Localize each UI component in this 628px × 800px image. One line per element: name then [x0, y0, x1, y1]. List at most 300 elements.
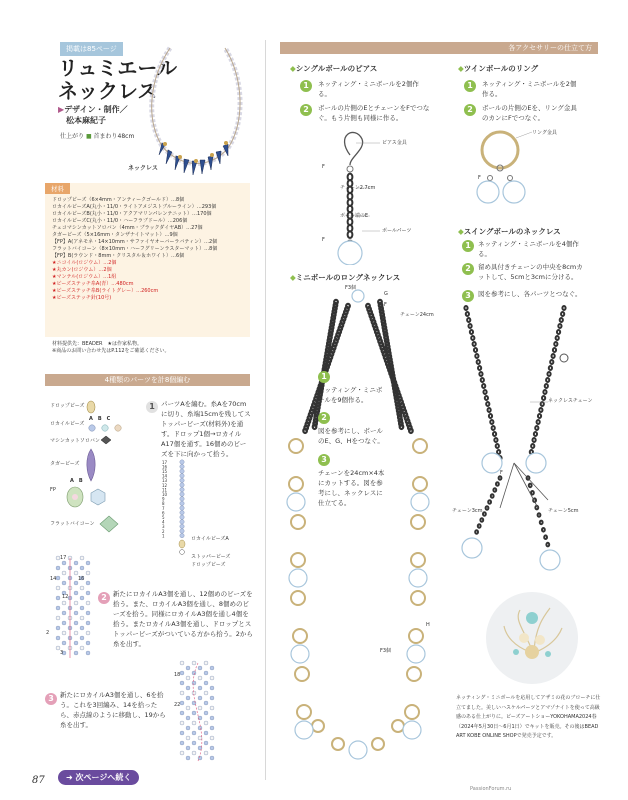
material-item: ロカイルビーズA(丸小・11/0・ライトアメジストブルーライン）…293個	[52, 204, 217, 210]
long-label-h: H	[426, 622, 430, 628]
net-bead	[204, 701, 208, 705]
single-step-1-number: 1	[300, 80, 312, 92]
chain-link	[470, 330, 473, 334]
soroban-bead-icon	[100, 435, 112, 445]
rocaille-bead	[180, 497, 184, 501]
net-bead	[204, 731, 208, 735]
jump-ring	[411, 515, 425, 529]
net-bead	[180, 751, 184, 755]
net-bead	[62, 621, 66, 625]
chain-link	[471, 336, 474, 340]
chain-link	[542, 528, 545, 532]
chain-link	[537, 420, 540, 424]
swing-label-chain: ネックレスチェーン	[548, 398, 593, 404]
net-bead	[74, 611, 78, 615]
jump-ring	[372, 738, 384, 750]
long-step-2: 図を参考にし、ボールのE、G、Hをつなぐ。	[318, 427, 384, 445]
rocaille-bead	[180, 510, 184, 514]
long-title-text: ミニボールのロングネックレス	[295, 273, 401, 282]
stopper-bead	[180, 550, 185, 555]
jump-ring	[411, 591, 425, 605]
net-bead	[186, 716, 190, 720]
rocaille-bead	[180, 487, 184, 491]
twin-ring-diagram	[470, 126, 580, 216]
triangle-icon: ▶	[58, 105, 65, 114]
net-bead	[86, 641, 90, 645]
net-bead	[86, 561, 90, 565]
net-bead	[186, 676, 190, 680]
net-bead	[56, 636, 60, 640]
next-page-label: 次ページへ続く	[75, 773, 132, 782]
net-bead	[80, 566, 84, 570]
jump-ring	[312, 720, 324, 732]
ball-part	[295, 721, 313, 739]
net-bead	[80, 606, 84, 610]
chain-link	[561, 312, 564, 316]
net-bead	[62, 571, 66, 575]
chain-link	[538, 414, 541, 418]
bead-number: 13	[162, 478, 168, 484]
arrow-right-icon: ➜	[66, 773, 76, 782]
net-bead	[180, 661, 184, 665]
credit-label: デザイン・制作／	[64, 105, 128, 114]
net-bead	[86, 631, 90, 635]
net-bead	[210, 726, 214, 730]
chain-link	[475, 354, 478, 358]
net-bead	[192, 661, 196, 665]
bead-number: 15	[162, 469, 168, 474]
swing-step-2: 留め具付きチェーンの中央を8cmカットして、5cmと3cmに分ける。	[478, 263, 583, 281]
step1-bead-column	[160, 458, 200, 558]
net-bead	[56, 616, 60, 620]
drop-bead	[179, 540, 185, 548]
net-bead	[210, 676, 214, 680]
jump-ring	[297, 705, 311, 719]
single-label-chain: チェーン2.7cm	[340, 185, 376, 191]
long-label-g: G	[384, 291, 388, 297]
materials-list	[52, 197, 248, 302]
chain-link	[554, 342, 557, 346]
material-item: ロカイルビーズB(丸小・11/0・アクアマリンパレンテニット）…170個	[52, 211, 212, 217]
jump-ring	[392, 720, 404, 732]
bead-number: 3	[162, 524, 165, 530]
material-item: ドロップビーズ（6×4mm・アンティークゴールド）…8個	[52, 197, 185, 203]
net-bead	[204, 691, 208, 695]
swing-title: ◆スイングボールのネックレス	[458, 227, 561, 236]
chain-link	[490, 420, 493, 424]
twin-step-2: ボールの片側のEを、リング金具のカンにFでつなぐ。	[482, 104, 577, 122]
rocaille-bead	[180, 506, 184, 510]
chain-link	[482, 384, 485, 388]
net-bead	[56, 606, 60, 610]
long-label-chain: チェーン24cm	[400, 312, 434, 318]
jump-ring	[411, 553, 425, 567]
bead-number: 10	[162, 492, 168, 497]
net-bead	[186, 696, 190, 700]
diag-num: 22	[174, 702, 181, 708]
material-item-own: ★丸カン(ロジウム）…2個	[52, 267, 112, 273]
chain-link	[534, 432, 537, 436]
chain-link	[483, 512, 486, 516]
swing-step-3: 図を参考にし、各パーツとつなぐ。	[478, 290, 582, 298]
chain-link	[474, 348, 477, 352]
legend-bicone: フラットバイコーン	[50, 521, 95, 527]
twin-step-1: ネッティング・ミニボールを2個作る。	[482, 80, 577, 98]
materials-heading: 材料	[45, 183, 70, 194]
parts-step-3: 新たにロカイルA3個を通し、6を拾う。これを3回編み、14を拾ったら、赤点線のように移動し、19から糸を出す。	[60, 691, 166, 729]
swing-f: F	[500, 470, 503, 476]
jump-ring	[295, 667, 309, 681]
chain-link	[541, 402, 544, 406]
net-bead	[186, 746, 190, 750]
ball-part	[462, 538, 482, 558]
legend-soroban: マシンカットソロバン	[50, 438, 100, 444]
jump-ring	[289, 439, 303, 453]
brooch-photo	[484, 590, 580, 686]
legend-fp-ab: A B	[70, 478, 83, 484]
legend-abc: A B C	[89, 416, 111, 422]
net-bead	[186, 756, 190, 760]
net-bead	[186, 706, 190, 710]
jump-ring	[289, 477, 303, 491]
legend-rocaille: ロカイルビーズ	[50, 421, 85, 427]
step-number-1: 1	[146, 401, 158, 413]
assembly-section-bar: 各アクセサリーの仕立て方	[280, 42, 598, 54]
rocaille-bead	[180, 533, 184, 537]
net-bead	[192, 741, 196, 745]
bullet-icon: ■	[85, 133, 92, 140]
ball-part	[482, 453, 502, 473]
net-bead	[210, 666, 214, 670]
chain-link	[549, 366, 552, 370]
parts-section-bar: 4種類のパーツを計8個編む	[45, 374, 250, 386]
chain-link	[478, 524, 481, 528]
diag-num: 12	[62, 594, 69, 600]
note-contact: ※商品のお問い合わせ先はP.112をご確認ください。	[52, 348, 170, 354]
diag-num: 2	[46, 630, 50, 636]
chain-link	[531, 444, 534, 448]
jump-ring	[291, 591, 305, 605]
bead-number: 11	[162, 487, 168, 493]
diag-num: 18	[174, 672, 181, 678]
net-bead	[186, 686, 190, 690]
net-bead	[74, 651, 78, 655]
chain-link	[409, 429, 413, 433]
bead-number: 1	[162, 533, 165, 539]
chain-link	[467, 318, 470, 322]
single-label-e: ボール端のE	[340, 213, 369, 219]
chain-link	[557, 330, 560, 334]
net-bead	[74, 601, 78, 605]
swing-step-1: ネッティング・ミニボールを4個作る。	[478, 240, 579, 258]
single-f-top: F	[322, 164, 325, 170]
single-f-bottom: F	[322, 237, 325, 243]
net-bead	[74, 591, 78, 595]
parts-step-2: 新たにロカイルA3個を通し、12個めのビーズを拾う。また、ロカイルA3個を通し、8個めのビーズを拾う。同様にロカイルA3個を通し4個を拾う。またロカイルA3個を通し、ドロップとストッパービーズがついている方から拾う。2から糸を出す。	[113, 590, 253, 648]
material-item: ロカイルビーズC(丸小・11/0・ハーフラブドール）…206個	[52, 218, 188, 224]
bead-number: 6	[162, 510, 165, 516]
chain-link	[535, 426, 538, 430]
diag-num: 17	[60, 555, 67, 561]
net-bead	[80, 586, 84, 590]
chain-link	[562, 306, 565, 310]
swing-label-3cm: チェーン3cm	[452, 508, 483, 514]
chain-link	[542, 396, 545, 400]
swing-necklace-diagram	[452, 298, 592, 588]
credit-name: 松本麻紀子	[66, 116, 106, 125]
watermark: PassionForum.ru	[470, 786, 512, 792]
net-bead	[210, 756, 214, 760]
net-bead	[80, 616, 84, 620]
drop-bead-icon	[86, 400, 96, 414]
chain-link	[546, 543, 549, 547]
rocaille-bead	[180, 524, 184, 528]
twin-title-text: ツインボールのリング	[463, 64, 539, 73]
clasp-ring	[560, 354, 568, 362]
chain-link	[560, 318, 563, 322]
net-bead	[198, 676, 202, 680]
rocaille-bead	[180, 529, 184, 533]
net-bead	[74, 621, 78, 625]
chain-link	[489, 414, 492, 418]
material-item: フラットバイコーン（8×10mm・ハーフグリーンラスターマット）…8個	[52, 246, 218, 252]
single-title: ◆シングルボールのピアス	[290, 64, 378, 73]
net-bead	[204, 671, 208, 675]
chain-link	[558, 324, 561, 328]
net-bead	[180, 671, 184, 675]
swing-step-1-number: 1	[462, 240, 474, 252]
bead-number: 4	[162, 519, 165, 525]
ball-part	[403, 721, 421, 739]
chain-link	[529, 484, 532, 488]
material-item: 【FP】A(アネモネ・14×10mm・サファイヤオーバーラバティン）…2個	[52, 239, 218, 245]
net-bead	[210, 686, 214, 690]
bead-number: 5	[162, 515, 165, 520]
net-bead	[210, 746, 214, 750]
single-label-hook: ピアス金具	[382, 140, 407, 146]
rocaille-bead	[180, 464, 184, 468]
chain-link	[496, 482, 499, 486]
swing-label-5cm: チェーン5cm	[548, 508, 579, 514]
chain-link	[550, 360, 553, 364]
ball-part	[540, 550, 560, 570]
net-bead	[210, 716, 214, 720]
material-item: タガービーズ（5×16mm・タンザナイトマット）…9個	[52, 232, 178, 238]
chain-link	[546, 378, 549, 382]
net-bead	[80, 556, 84, 560]
necklace-photo	[140, 38, 252, 178]
net-bead	[204, 721, 208, 725]
net-bead	[74, 561, 78, 565]
jump-ring	[405, 705, 419, 719]
twin-step-2-number: 2	[464, 104, 476, 116]
net-bead	[86, 571, 90, 575]
net-bead	[210, 706, 214, 710]
long-step-1: ネッティング・ミニボールを9個作る。	[318, 386, 383, 404]
step-number-3: 3	[45, 693, 57, 705]
long-title: ◆ミニボールのロングネックレス	[290, 273, 401, 282]
twin-label-ring: リング金具	[532, 130, 557, 136]
net-bead	[74, 571, 78, 575]
net-bead	[56, 586, 60, 590]
rocaille-bead	[180, 483, 184, 487]
materials-note	[52, 341, 170, 355]
swing-step-2-number: 2	[462, 263, 474, 275]
jump-ring	[413, 439, 427, 453]
finished-size	[60, 132, 134, 141]
legend-dagger: タガービーズ	[50, 461, 80, 467]
ball-part	[407, 645, 425, 663]
bead-number: 2	[162, 528, 165, 534]
net-bead	[86, 651, 90, 655]
diag-num: 16	[78, 576, 85, 582]
note-supplier: 材料提供先：BEADER ★は作家私物。	[52, 341, 142, 347]
legend-drop: ドロップビーズ	[50, 403, 85, 409]
net-bead	[180, 691, 184, 695]
ball-part	[409, 569, 427, 587]
chain-link	[553, 348, 556, 352]
step1-label-drop: ドロップビーズ	[191, 562, 226, 568]
bead-number: 16	[162, 464, 168, 470]
material-item-own: ★ニコイル(ロジウム）…2個	[52, 260, 117, 266]
long-necklace-diagram	[278, 286, 438, 766]
long-label-f: F	[384, 302, 387, 308]
title-line1: リュミエール	[58, 56, 177, 80]
jump-ring	[291, 515, 305, 529]
bead-number: 12	[162, 482, 168, 488]
chain-link	[544, 535, 547, 539]
flat-bicone-icon	[98, 515, 120, 533]
chain-link	[547, 372, 550, 376]
chain-link	[480, 518, 483, 522]
step1-label-rocaille: ロカイルビーズA	[191, 536, 229, 542]
legend-fp: FP	[50, 487, 56, 493]
net-bead	[80, 636, 84, 640]
net-bead	[86, 601, 90, 605]
net-bead	[186, 736, 190, 740]
material-item-own: ★ビーズステッチ糸A(青）…480cm	[52, 281, 134, 287]
chain-link	[473, 342, 476, 346]
net-bead	[180, 721, 184, 725]
single-pierce-diagram	[310, 125, 430, 265]
chain-link	[531, 491, 534, 495]
chain-link	[539, 408, 542, 412]
rocaille-bead	[180, 460, 184, 464]
net-bead	[192, 751, 196, 755]
net-bead	[86, 591, 90, 595]
chain-link	[488, 408, 491, 412]
chain-link	[464, 306, 467, 310]
net-bead	[80, 596, 84, 600]
net-bead	[186, 726, 190, 730]
net-bead	[204, 711, 208, 715]
net-bead	[62, 611, 66, 615]
material-item-own: ★ビーズステッチ針(10号)	[52, 295, 112, 301]
column-divider	[265, 40, 266, 780]
net-bead	[180, 681, 184, 685]
net-bead	[80, 626, 84, 630]
rocaille-bead	[180, 515, 184, 519]
chain-link	[494, 438, 497, 442]
chain-link	[478, 366, 481, 370]
net-bead	[180, 731, 184, 735]
net-bead	[186, 666, 190, 670]
jump-ring	[291, 553, 305, 567]
bead-number: 17	[162, 459, 168, 465]
material-item: 【FP】B(ラウンド・8mm・クリスタル＆ホワイト）…6個	[52, 253, 185, 259]
ball-part	[411, 493, 429, 511]
net-bead	[80, 646, 84, 650]
chain-link	[545, 384, 548, 388]
chain-link	[492, 426, 495, 430]
chain-link	[479, 372, 482, 376]
step-number-2: 2	[98, 592, 110, 604]
chain-link	[485, 396, 488, 400]
net-bead	[86, 611, 90, 615]
rocaille-bead	[180, 501, 184, 505]
long-step-1-number: 1	[318, 371, 330, 383]
next-page-button[interactable]	[58, 770, 139, 785]
long-step-3: チェーンを24cm×4本にカットする。図を参考にし、ネックレスに仕立てる。	[318, 469, 385, 507]
photo-caption: ネックレス	[128, 165, 158, 172]
step2-diagram	[48, 552, 98, 664]
net-bead	[56, 626, 60, 630]
single-title-text: シングルボールのピアス	[295, 64, 378, 73]
net-bead	[74, 641, 78, 645]
net-bead	[204, 751, 208, 755]
brooch-caption: ネッティング・ミニボールを応用してアザミの花のブローチに仕立てました。美しいハスケルパーツとアマゾナイトを使って高級感のある仕上がりに。ビーズアートショーYOKOHAMA2024春（2024年5月30日〜6月1日）でキットを販売。その後はBEAD ART KOBE ONLINE SHOPで発売予定です。	[456, 695, 601, 739]
net-bead	[62, 581, 66, 585]
ball-part	[349, 741, 367, 759]
net-bead	[198, 666, 202, 670]
credit	[58, 104, 128, 126]
long-label-f3-bottom: F3個	[380, 648, 392, 654]
net-bead	[198, 726, 202, 730]
single-step-1: ネッティング・ミニボールを2個作る。	[318, 80, 419, 98]
chain-link	[497, 450, 500, 454]
chain-link	[481, 378, 484, 382]
source-tag: 掲載は85ページ	[60, 42, 123, 56]
diag-num: 14	[50, 576, 57, 582]
chain-link	[486, 402, 489, 406]
chain-link	[477, 360, 480, 364]
net-bead	[86, 581, 90, 585]
chain-link	[556, 336, 559, 340]
net-bead	[204, 681, 208, 685]
jump-ring	[407, 667, 421, 681]
size-label: 仕上がり	[60, 133, 85, 140]
net-bead	[192, 731, 196, 735]
net-bead	[56, 566, 60, 570]
page-number: 87	[32, 775, 45, 786]
net-bead	[198, 696, 202, 700]
chain-link	[488, 500, 491, 504]
rocaille-bead	[180, 474, 184, 478]
net-bead	[180, 711, 184, 715]
long-step-3-number: 3	[318, 454, 330, 466]
rocaille-beads-icon	[88, 423, 128, 433]
chain-link	[493, 432, 496, 436]
chain-link	[496, 444, 499, 448]
net-bead	[56, 576, 60, 580]
ball-part	[287, 493, 305, 511]
net-bead	[210, 696, 214, 700]
swing-step-3-number: 3	[462, 290, 474, 302]
single-step-2: ボールの片側のEとチェーンをFでつなぐ。もう片側も同様に作る。	[318, 104, 430, 122]
material-item-own: ★ビーズステッチ糸B(ライトグレー）…260cm	[52, 288, 159, 294]
twin-f-left: F	[478, 175, 481, 181]
twin-step-1-number: 1	[464, 80, 476, 92]
